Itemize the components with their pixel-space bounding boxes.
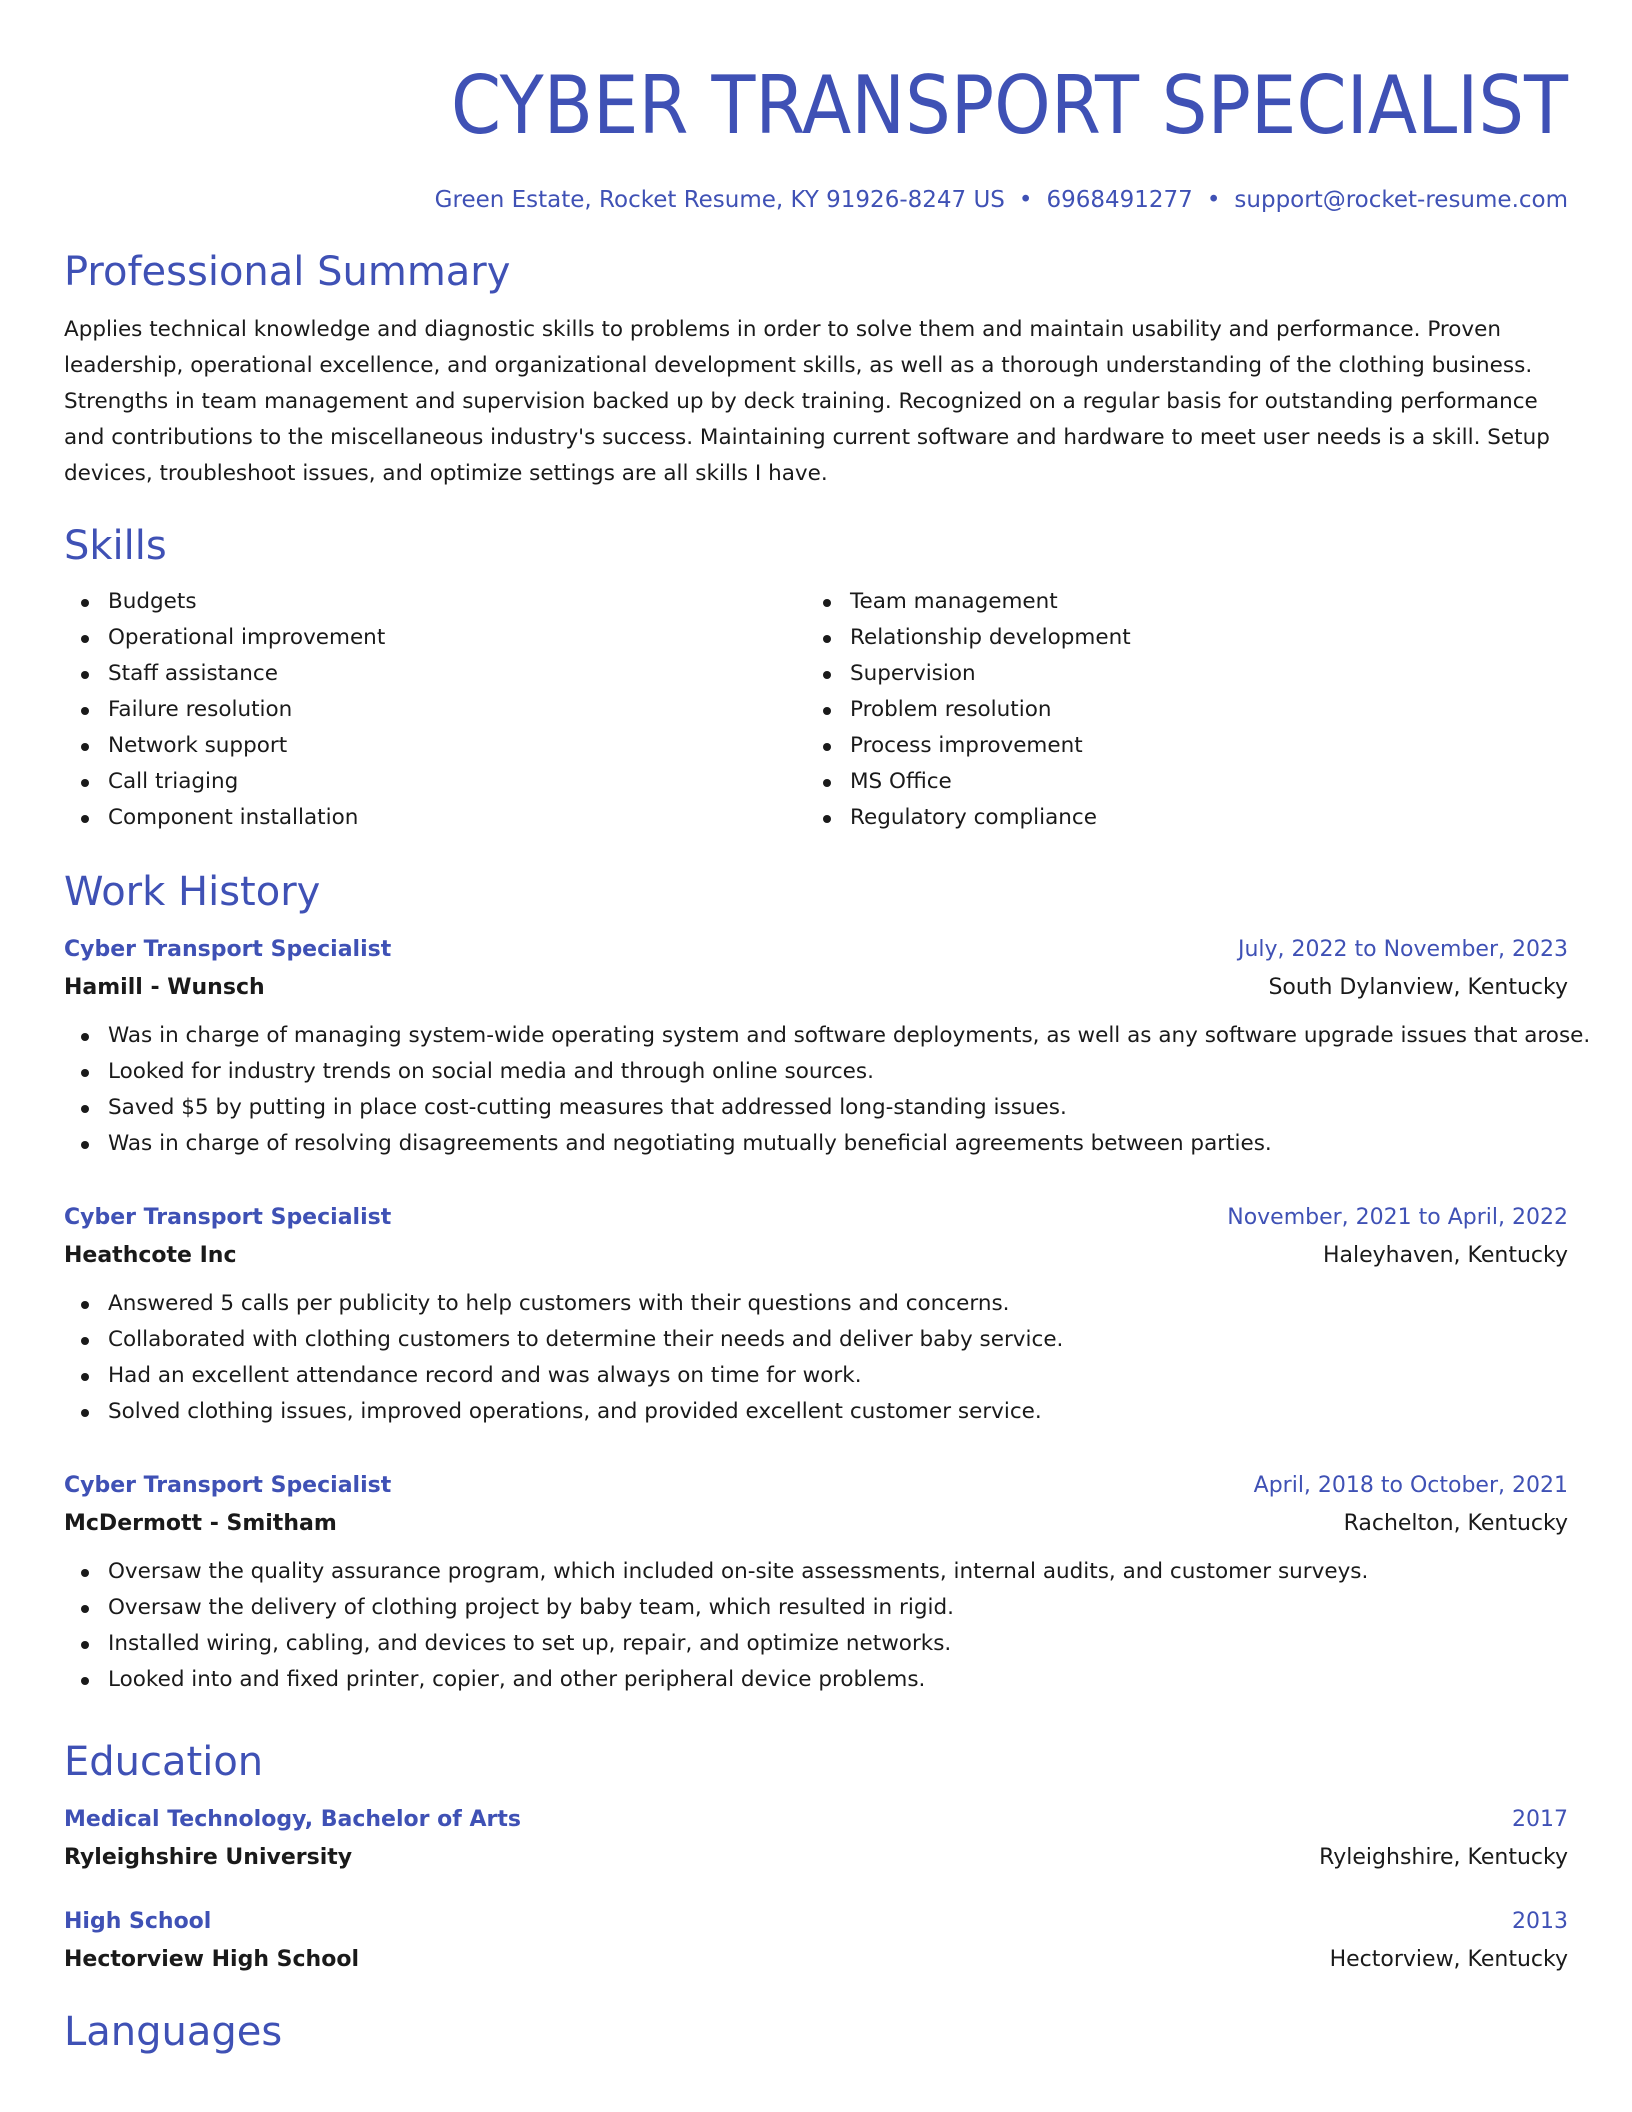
contact-phone: 6968491277 xyxy=(1046,187,1193,213)
skill-item: Budgets xyxy=(64,584,806,620)
skill-item: Staff assistance xyxy=(64,656,806,692)
skill-item: Process improvement xyxy=(806,728,1548,764)
job-bullet: Installed wiring, cabling, and devices to set up, repair, and optimize networks. xyxy=(64,1626,1568,1662)
education-location: Hectorview, Kentucky xyxy=(1329,1947,1568,1972)
education-heading: Education xyxy=(64,1739,264,1785)
job-bullet: Collaborated with clothing customers to determine their needs and deliver baby service. xyxy=(64,1322,1568,1358)
job-location: Haleyhaven, Kentucky xyxy=(1322,1243,1568,1268)
job-bullet: Had an excellent attendance record and was always on time for work. xyxy=(64,1358,1568,1394)
skill-item: Relationship development xyxy=(806,620,1548,656)
summary-text: Applies technical knowledge and diagnostic skills to problems in order to solve them and maintain usability and performance. Proven leadership, operational excellence, and organizational development skills, as well as a thorough understanding of the clothing business. Strengths in team management and supervision backed up by deck training. Recognized on a regular basis for outstanding performance and contributions to the miscellaneous industry's success. Maintaining current software and hardware to meet user needs is a skill. Setup devices, troubleshoot issues, and optimize settings are all skills I have. xyxy=(64,317,1550,486)
job-bullet: Was in charge of resolving disagreements and negotiating mutually beneficial agreements between parties. xyxy=(64,1126,1568,1162)
education-year: 2013 xyxy=(1512,1909,1568,1934)
skill-item: Problem resolution xyxy=(806,692,1548,728)
job-bullet: Was in charge of managing system-wide operating system and software deployments, as well as any software upgrade issues that arose. xyxy=(64,1018,1568,1054)
contact-separator: • xyxy=(1018,187,1033,213)
job-entry xyxy=(64,1468,1568,1698)
job-company: Heathcote Inc xyxy=(64,1243,237,1268)
skill-item: Network support xyxy=(64,728,806,764)
contact-address: Green Estate, Rocket Resume, KY 91926-8247 US xyxy=(434,187,1005,213)
education-year: 2017 xyxy=(1512,1807,1568,1832)
job-bullet: Oversaw the quality assurance program, which included on-site assessments, internal audits, and customer surveys. xyxy=(64,1554,1568,1590)
skill-item: Supervision xyxy=(806,656,1548,692)
contact-separator: • xyxy=(1206,187,1221,213)
job-bullets xyxy=(64,1554,1568,1698)
job-bullet: Answered 5 calls per publicity to help customers with their questions and concerns. xyxy=(64,1286,1568,1322)
skill-item: Team management xyxy=(806,584,1548,620)
summary-heading: Professional Summary xyxy=(64,249,511,295)
job-bullet: Solved clothing issues, improved operations, and provided excellent customer service. xyxy=(64,1394,1568,1430)
job-bullet: Looked into and fixed printer, copier, and other peripheral device problems. xyxy=(64,1662,1568,1698)
skills-column-right xyxy=(806,584,1548,836)
job-bullet: Oversaw the delivery of clothing project by baby team, which resulted in rigid. xyxy=(64,1590,1568,1626)
skill-item: Component installation xyxy=(64,800,806,836)
contact-email[interactable]: support@rocket-resume.com xyxy=(1234,187,1568,213)
education-degree: High School xyxy=(64,1909,212,1934)
job-dates: July, 2022 to November, 2023 xyxy=(1237,937,1568,962)
skill-item: Operational improvement xyxy=(64,620,806,656)
resume-page xyxy=(64,0,1591,2058)
education-entry xyxy=(64,1904,1568,1980)
job-entry xyxy=(64,1200,1568,1430)
job-bullet: Saved $5 by putting in place cost-cutting measures that addressed long-standing issues. xyxy=(64,1090,1568,1126)
education-entry xyxy=(64,1802,1568,1878)
work-history-heading: Work History xyxy=(64,869,321,915)
skills-heading: Skills xyxy=(64,523,167,569)
skill-item: Call triaging xyxy=(64,764,806,800)
skill-item: MS Office xyxy=(806,764,1548,800)
education-degree: Medical Technology, Bachelor of Arts xyxy=(64,1807,521,1832)
job-bullets xyxy=(64,1018,1591,1162)
languages-heading: Languages xyxy=(64,2009,283,2055)
job-dates: April, 2018 to October, 2021 xyxy=(1253,1473,1568,1498)
skills-list xyxy=(64,584,1568,836)
job-role: Cyber Transport Specialist xyxy=(64,937,392,962)
education-school: Hectorview High School xyxy=(64,1947,359,1972)
skills-column-left xyxy=(64,584,806,836)
job-bullet: Looked for industry trends on social media and through online sources. xyxy=(64,1054,1568,1090)
resume-title: CYBER TRANSPORT SPECIALIST xyxy=(450,59,1568,152)
job-company: Hamill - Wunsch xyxy=(64,975,265,1000)
education-location: Ryleighshire, Kentucky xyxy=(1319,1845,1568,1870)
skill-item: Failure resolution xyxy=(64,692,806,728)
skill-item: Regulatory compliance xyxy=(806,800,1548,836)
job-entry xyxy=(64,932,1591,1162)
job-location: Rachelton, Kentucky xyxy=(1343,1511,1568,1536)
education-school: Ryleighshire University xyxy=(64,1845,353,1870)
job-role: Cyber Transport Specialist xyxy=(64,1473,392,1498)
contact-line xyxy=(64,184,1568,216)
job-dates: November, 2021 to April, 2022 xyxy=(1227,1205,1568,1230)
job-location: South Dylanview, Kentucky xyxy=(1268,975,1568,1000)
job-company: McDermott - Smitham xyxy=(64,1511,337,1536)
job-bullets xyxy=(64,1286,1568,1430)
job-role: Cyber Transport Specialist xyxy=(64,1205,392,1230)
